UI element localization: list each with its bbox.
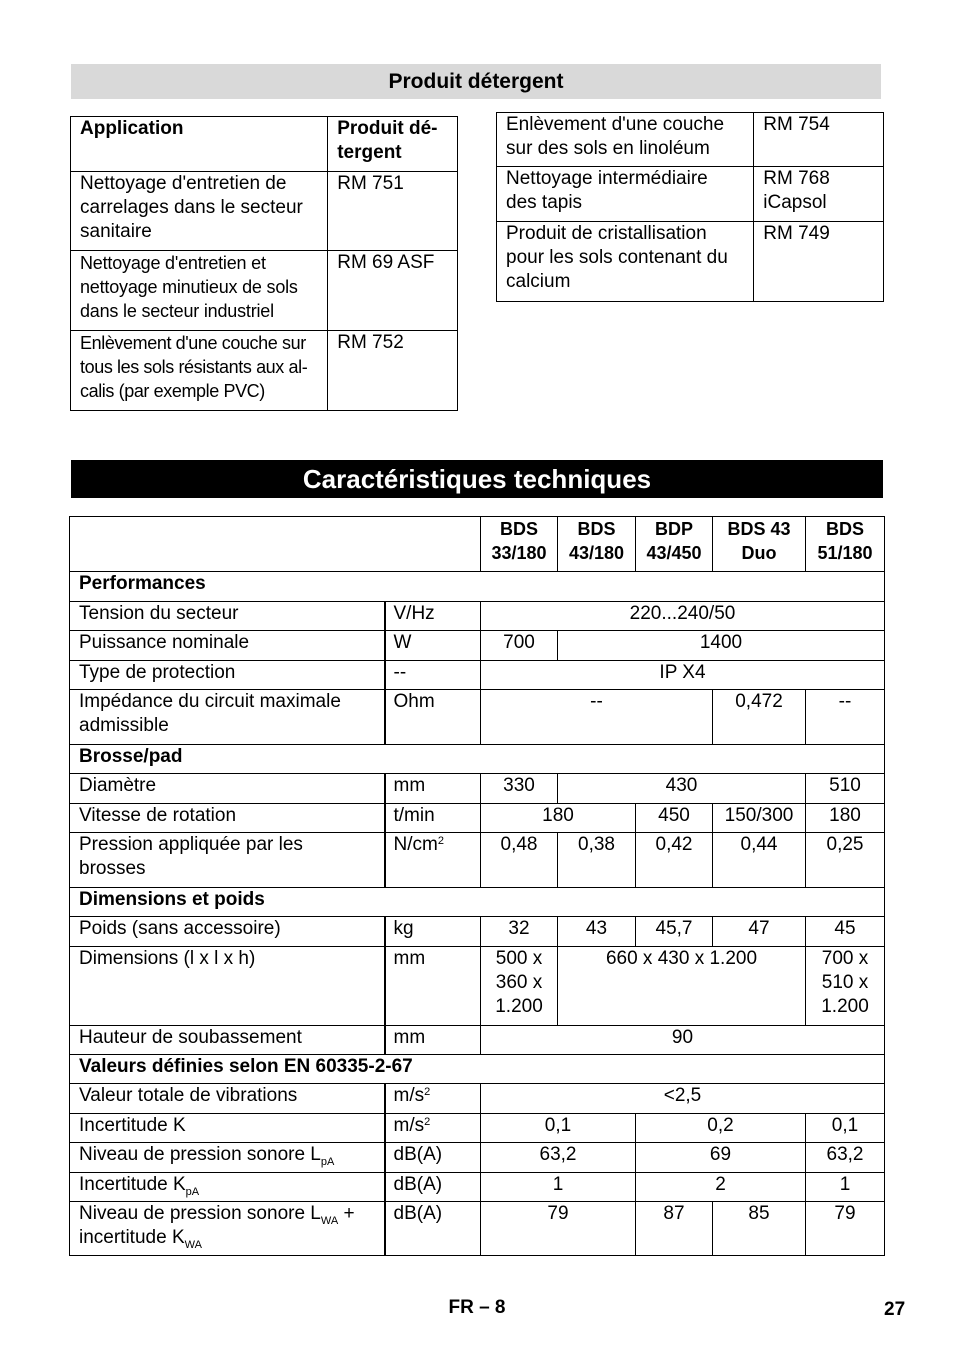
model-header: BDS 43/180: [558, 517, 636, 572]
value-cell: 500 x 360 x 1.200: [481, 947, 558, 1026]
application-cell: Enlèvement d'une couche sur tous les sols résistants aux al- calis (par exemple PVC): [71, 331, 328, 411]
row-unit: W: [385, 631, 481, 661]
row-label: Incertitude $K_{pA}$: [70, 1173, 385, 1202]
row-unit: $N/cm^2$: [385, 833, 481, 888]
row-label: Hauteur de soubassement: [70, 1026, 385, 1055]
row-unit: t/min: [385, 804, 481, 833]
section-heading: Brosse/pad: [70, 745, 885, 774]
value-cell: 330: [481, 774, 558, 804]
value-cell: 220...240/50: [481, 602, 885, 631]
application-cell: Nettoyage d'entretien de carrelages dans le secteur sanitaire: [71, 172, 328, 251]
model-header: BDP 43/450: [636, 517, 713, 572]
product-cell: RM 754: [754, 113, 884, 167]
row-unit: kg: [385, 917, 481, 947]
value-cell: IP X4: [481, 661, 885, 690]
section-heading: Performances: [70, 572, 885, 602]
row-label: Incertitude K: [70, 1114, 385, 1143]
value-cell: 0,48: [481, 833, 558, 888]
value-cell: 430: [558, 774, 806, 804]
value-cell: 47: [713, 917, 806, 947]
value-cell: 660 x 430 x 1.200: [558, 947, 806, 1026]
product-cell: RM 768 iCapsol: [754, 167, 884, 222]
value-cell: 150/300: [713, 804, 806, 833]
value-cell: 90: [481, 1026, 885, 1055]
row-unit: $m/s^2$: [385, 1084, 481, 1114]
value-cell: 0,44: [713, 833, 806, 888]
row-label: Diamètre: [70, 774, 385, 804]
value-cell: 0,472: [713, 690, 806, 745]
row-label: Puissance nominale: [70, 631, 385, 661]
row-unit: dB(A): [385, 1143, 481, 1173]
row-label: Pression appliquée par les brosses: [70, 833, 385, 888]
row-label: Tension du secteur: [70, 602, 385, 631]
value-cell: 32: [481, 917, 558, 947]
footer-section-label: FR – 8: [448, 1297, 506, 1318]
column-header-application: Application: [71, 117, 328, 172]
value-cell: 2: [636, 1173, 806, 1202]
value-cell: 69: [636, 1143, 806, 1173]
value-cell: 87: [636, 1202, 713, 1256]
value-cell: 1: [481, 1173, 636, 1202]
row-unit: --: [385, 661, 481, 690]
row-unit: dB(A): [385, 1173, 481, 1202]
row-unit: dB(A): [385, 1202, 481, 1256]
value-cell: 0,1: [806, 1114, 885, 1143]
page-number: 27: [884, 1299, 906, 1320]
header-blank: [70, 517, 481, 572]
value-cell: 1: [806, 1173, 885, 1202]
value-cell: --: [806, 690, 885, 745]
row-label: Poids (sans accessoire): [70, 917, 385, 947]
value-cell: 79: [806, 1202, 885, 1256]
value-cell: 700 x 510 x 1.200: [806, 947, 885, 1026]
row-label: Type de protection: [70, 661, 385, 690]
value-cell: 45,7: [636, 917, 713, 947]
row-unit: V/Hz: [385, 602, 481, 631]
model-header: BDS 33/180: [481, 517, 558, 572]
row-unit: $m/s^2$: [385, 1114, 481, 1143]
value-cell: 79: [481, 1202, 636, 1256]
section-heading: Valeurs définies selon EN 60335-2-67: [70, 1055, 885, 1084]
row-label: Vitesse de rotation: [70, 804, 385, 833]
value-cell: 0,1: [481, 1114, 636, 1143]
model-header: BDS 43 Duo: [713, 517, 806, 572]
application-cell: Enlèvement d'une couche sur des sols en linoléum: [497, 113, 754, 167]
row-label: Valeur totale de vibrations: [70, 1084, 385, 1114]
tech-section-title: Caractéristiques techniques: [71, 460, 883, 498]
value-cell: 85: [713, 1202, 806, 1256]
value-cell: 1400: [558, 631, 885, 661]
column-header-product: Produit dé- tergent: [328, 117, 458, 172]
model-header: BDS 51/180: [806, 517, 885, 572]
detergent-table-left: [70, 116, 458, 411]
detergent-section-title: Produit détergent: [71, 64, 881, 99]
row-unit: mm: [385, 1026, 481, 1055]
value-cell: 510: [806, 774, 885, 804]
row-unit: mm: [385, 774, 481, 804]
value-cell: 63,2: [806, 1143, 885, 1173]
row-unit: mm: [385, 947, 481, 1026]
value-cell: 0,2: [636, 1114, 806, 1143]
value-cell: 180: [481, 804, 636, 833]
row-label: Impédance du circuit maximale admissible: [70, 690, 385, 745]
row-label: Dimensions (l x l x h): [70, 947, 385, 1026]
value-cell: 63,2: [481, 1143, 636, 1173]
detergent-table-right: [496, 112, 884, 302]
application-cell: Nettoyage d'entretien et nettoyage minutieux de sols dans le secteur industriel: [71, 251, 328, 331]
value-cell: 450: [636, 804, 713, 833]
tech-specs-table: [69, 516, 885, 1256]
value-cell: 45: [806, 917, 885, 947]
product-cell: RM 751: [328, 172, 458, 251]
value-cell: 0,25: [806, 833, 885, 888]
value-cell: 43: [558, 917, 636, 947]
value-cell: 700: [481, 631, 558, 661]
row-label: Niveau de pression sonore $L_{pA}$: [70, 1143, 385, 1173]
product-cell: RM 752: [328, 331, 458, 411]
product-cell: RM 69 ASF: [328, 251, 458, 331]
row-unit: Ohm: [385, 690, 481, 745]
value-cell: 0,42: [636, 833, 713, 888]
product-cell: RM 749: [754, 222, 884, 302]
application-cell: Nettoyage intermédiaire des tapis: [497, 167, 754, 222]
row-label: Niveau de pression sonore $L_{WA}$ + incertitude $K_{WA}$: [70, 1202, 385, 1256]
value-cell: <2,5: [481, 1084, 885, 1114]
value-cell: 180: [806, 804, 885, 833]
section-heading: Dimensions et poids: [70, 888, 885, 917]
value-cell: 0,38: [558, 833, 636, 888]
application-cell: Produit de cristallisation pour les sols contenant du calcium: [497, 222, 754, 302]
value-cell: --: [481, 690, 713, 745]
